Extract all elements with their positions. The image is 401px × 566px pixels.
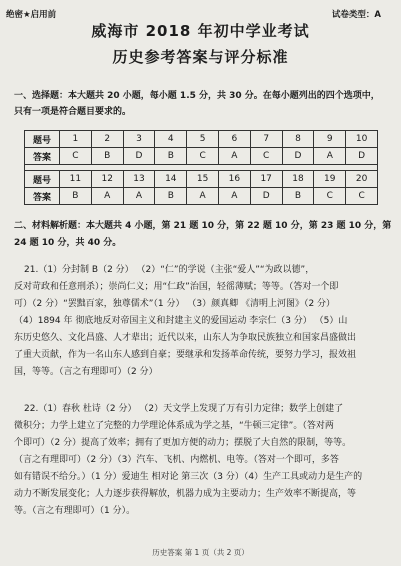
- table-row-answers-1: [25, 148, 378, 165]
- table-cell: D: [346, 148, 378, 165]
- table-cell: A: [218, 188, 250, 205]
- section1-heading: [14, 88, 384, 120]
- table-cell: B: [282, 188, 314, 205]
- table-cell: 7: [250, 131, 282, 148]
- table-cell: A: [187, 188, 219, 205]
- table-cell: 11: [60, 171, 92, 188]
- q22-line: 个即可）（2 分）提高了效率；拥有了更加方便的动力；摆脱了大自然的限制，等等。: [14, 438, 352, 448]
- answer-q21: [14, 262, 388, 381]
- table-cell: 15: [187, 171, 219, 188]
- answer-table: [24, 130, 378, 205]
- table-cell: D: [123, 148, 155, 165]
- section2-heading-line1: 二、材料解析题：本大题共 4 小题，第 21 题 10 分，第 22 题 10 分，第 23 题 10 分，第: [14, 221, 392, 231]
- section1-heading-line2: 只有一项是符合题目要求的。: [14, 107, 132, 117]
- table-cell: 6: [218, 131, 250, 148]
- table-cell: C: [60, 148, 92, 165]
- table-label-num: 题号: [25, 171, 60, 188]
- table-cell: 17: [250, 171, 282, 188]
- table-cell: C: [346, 188, 378, 205]
- table-row-answers-2: [25, 188, 378, 205]
- table-row-numbers-2: [25, 171, 378, 188]
- section1-heading-line1: 一、选择题：本大题共 20 小题，每小题 1.5 分，共 30 分。在每小题列出的四个选项中，: [14, 91, 380, 101]
- q22-line: 如有错误不给分。）（1 分）爱迪生 相对论 第三次（3 分）（4）生产工具或动力是生产的: [14, 472, 363, 482]
- table-cell: D: [250, 188, 282, 205]
- table-cell: B: [155, 188, 187, 205]
- table-cell: 20: [346, 171, 378, 188]
- q21-line: 反对苛政和任意刑杀）；崇尚仁义；用“仁政”治国，轻徭薄赋；等等。（答对一个即: [14, 282, 339, 292]
- table-label-ans: 答案: [25, 148, 60, 165]
- table-cell: 16: [218, 171, 250, 188]
- table-cell: A: [218, 148, 250, 165]
- q22-line: 微积分；力学上建立了完整的力学理论体系成为学之基，“牛顿三定律”。（答对两: [14, 421, 334, 431]
- q21-line: 东历史悠久、文化昌盛、人才辈出；近代以来，山东人为争取民族独立和国家昌盛做出: [14, 333, 357, 343]
- table-cell: 14: [155, 171, 187, 188]
- table-cell: 12: [91, 171, 123, 188]
- table-cell: 9: [314, 131, 346, 148]
- q21-line: 了重大贡献，作为一名山东人感到自豪；要继承和发扬革命传统，要努力学习，报效祖: [14, 350, 357, 360]
- answer-key-title: 历史参考答案与评分标准: [112, 48, 289, 66]
- q21-line: 21.（1）分封制 B（2 分） （2）“仁”的学说（主张“爱人”“为政以德”，: [24, 265, 315, 275]
- q21-line: （4）1894 年 彻底地反对帝国主义和封建主义的爱国运动 李宗仁（3 分） （5）山: [14, 316, 348, 326]
- table-cell: 8: [282, 131, 314, 148]
- table-cell: 19: [314, 171, 346, 188]
- q21-line: 可）（2 分）“罢黜百家，独尊儒术”（1 分） （3）颜真卿 《清明上河图》（2 分）: [14, 299, 336, 309]
- table-cell: B: [91, 148, 123, 165]
- table-cell: B: [60, 188, 92, 205]
- answer-q22: [14, 401, 388, 520]
- table-cell: 1: [60, 131, 92, 148]
- table-cell: 10: [346, 131, 378, 148]
- q22-line: 22.（1）春秋 杜诗（2 分） （2）天文学上发现了万有引力定律；数学上创建了: [24, 404, 344, 414]
- section2-heading-line2: 24 题 10 分，共 40 分。: [14, 238, 122, 248]
- table-cell: C: [314, 188, 346, 205]
- section2-heading: [14, 218, 392, 252]
- table-cell: B: [155, 148, 187, 165]
- table-row-numbers-1: [25, 131, 378, 148]
- table-cell: A: [91, 188, 123, 205]
- table-cell: 4: [155, 131, 187, 148]
- page-footer: 历史答案 第 1 页（共 2 页）: [152, 548, 249, 557]
- table-label-num: 题号: [25, 131, 60, 148]
- table-cell: A: [123, 188, 155, 205]
- table-cell: C: [250, 148, 282, 165]
- exam-title: 威海市 2018 年初中学业考试: [91, 22, 310, 40]
- table-cell: 3: [123, 131, 155, 148]
- q22-line: 动力不断发展变化；人力逐步获得解放，机器力成为主要动力；生产效率不断提高，等: [14, 489, 357, 499]
- secret-mark: 绝密★启用前: [6, 10, 57, 20]
- table-cell: 18: [282, 171, 314, 188]
- table-cell: 5: [187, 131, 219, 148]
- table-cell: C: [187, 148, 219, 165]
- table-cell: A: [314, 148, 346, 165]
- paper-type: 试卷类型：A: [331, 10, 381, 20]
- q22-line: （言之有理即可）（2 分）（3）汽车、飞机、内燃机、电等。（答对一个即可，多答: [14, 455, 339, 465]
- table-label-ans: 答案: [25, 188, 60, 205]
- q22-line: 等。（言之有理即可）（1 分）。: [14, 506, 136, 516]
- table-cell: D: [282, 148, 314, 165]
- table-cell: 13: [123, 171, 155, 188]
- table-cell: 2: [91, 131, 123, 148]
- q21-line: 国，等等。（言之有理即可）（2 分）: [14, 367, 158, 377]
